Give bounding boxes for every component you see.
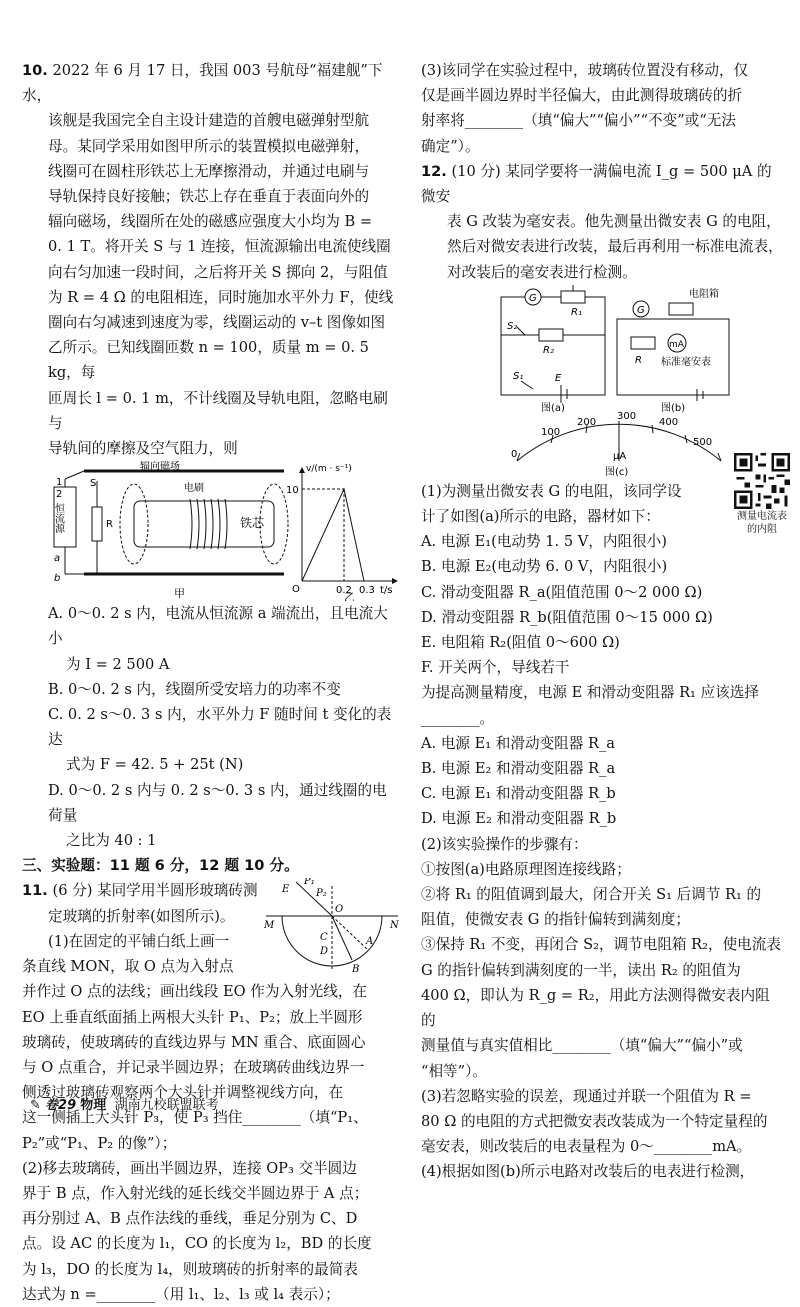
brush-label: 电刷	[184, 483, 204, 495]
q11-part3: 射率将________（填“偏大”“偏小”“不变”或“无法	[421, 112, 736, 130]
q10-line: 母。某同学采用如图甲所示的装置模拟电磁弹射，	[48, 137, 370, 155]
qr-code[interactable]	[734, 453, 790, 509]
q10-line: 圈向右匀减速到速度为零，线圈运动的 v–t 图像如图	[48, 314, 386, 332]
right-column	[421, 58, 783, 1185]
q12-line: (10 分) 某同学要将一满偏电流 I_g = 500 μA 的微安	[421, 162, 772, 206]
q10-line: 乙所示。已知线圈匝数 n = 100，质量 m = 0. 5 kg，每	[48, 339, 369, 382]
q12-item: 400 Ω，即认为 R_g = R₂，用此方法测得微安表内阻的	[421, 986, 770, 1030]
q12-item: A. 电源 E₁(电动势 1. 5 V，内阻很小)	[421, 533, 667, 551]
fig-yi-label: 乙	[344, 591, 355, 602]
q11-line: 达式为 n =________（用 l₁、l₂、l₃ 或 l₄ 表示）；	[22, 1285, 340, 1303]
q10-line: 该舰是我国完全自主设计建造的首艘电磁弹射型航	[48, 112, 370, 130]
q11-semicircle-figure	[262, 878, 402, 978]
figure-jia-circuit	[53, 461, 289, 600]
question-number: 10.	[22, 62, 48, 79]
q12-item: ②将 R₁ 的阻值调到最大，闭合开关 S₁ 后调节 R₁ 的	[421, 886, 762, 904]
q11-line: 为 l₃，DO 的长度为 l₄，则玻璃砖的折射率的最简表	[22, 1260, 358, 1278]
label-s2: S₂	[507, 320, 518, 332]
q10-option: C. 0. 2 s～0. 3 s 内，水平外力 F 随时间 t 变化的表达	[48, 706, 392, 749]
q12-item: ①按图(a)电路原理图连接线路；	[421, 860, 631, 878]
figure-c-dial	[511, 411, 721, 478]
q12-item: D. 滑动变阻器 R_b(阻值范围 0～15 000 Ω)	[421, 608, 713, 626]
label-ma: mA	[669, 339, 684, 350]
q12-item: E. 电阻箱 R₂(阻值 0～600 Ω)	[421, 634, 620, 652]
resistor-label: R	[106, 519, 113, 531]
q12-item: G 的指针偏转到满刻度的一半，读出 R₂ 的阻值为	[421, 961, 741, 979]
q12-figures	[421, 285, 783, 479]
q12-item: B. 电源 E₂ 和滑动变阻器 R_a	[421, 760, 616, 778]
question-11	[22, 878, 400, 1306]
q12-item: C. 滑动变阻器 R_a(阻值范围 0～2 000 Ω)	[421, 583, 703, 601]
label-O: O	[335, 904, 344, 916]
q11-line: EO 上垂直纸面插上两根大头针 P₁、P₂；放上半圆形	[22, 1008, 363, 1026]
q10-option: 之比为 40 : 1	[66, 832, 157, 850]
q12-item: 测量值与真实值相比________（填“偏大”“偏小”或	[421, 1037, 743, 1055]
qr-caption-line: 的内阻	[747, 524, 777, 535]
figure-a-circuit	[501, 285, 605, 403]
q12-item: D. 电源 E₂ 和滑动变阻器 R_b	[421, 810, 617, 828]
section-heading: 三、实验题：11 题 6 分，12 题 10 分。	[22, 857, 299, 875]
label-e: E	[555, 372, 562, 384]
source-label: 恒流源	[52, 503, 64, 534]
q12-item: B. 电源 E₂(电动势 6. 0 V，内阻很小)	[421, 558, 668, 576]
fig-b-label: 图(b)	[661, 402, 686, 414]
qr-caption-line: 测量电流表	[737, 511, 787, 522]
vt-xlabel: t/s	[380, 585, 393, 597]
q12-line: 对改装后的毫安表进行检测。	[447, 263, 637, 281]
q10-line: 匝周长 l = 0. 1 m，不计线圈及导轨电阻，忽略电刷与	[48, 389, 388, 432]
q11-line: 再分别过 A、B 点作法线的垂线，垂足分别为 C、D	[22, 1210, 358, 1228]
q11-line: 条直线 MON，取 O 点为入射点	[22, 958, 234, 976]
label-N: N	[390, 920, 399, 932]
vt-y10: 10	[286, 485, 299, 497]
q10-line: 辐向磁场，线圈所在处的磁感应强度大小均为 B =	[48, 213, 373, 231]
q12-line: 计了如图(a)所示的电路，器材如下：	[421, 508, 660, 526]
subject-label: 物理	[80, 1098, 107, 1113]
question-10	[22, 58, 400, 853]
q11-part3: 仅是画半圆边界时半径偏大，由此测得玻璃砖的折	[421, 87, 743, 105]
label-C: C	[320, 932, 328, 944]
fig-c-label: 图(c)	[605, 466, 629, 478]
exam-org: 湖南九校联盟联考	[114, 1098, 219, 1113]
vt-ylabel: v/(m · s⁻¹)	[306, 464, 352, 475]
label-P2: P₂	[316, 888, 327, 900]
q10-option: 为 I = 2 500 A	[66, 655, 170, 673]
label-A: A	[366, 936, 374, 948]
q11-line: 并作过 O 点的法线；画出线段 EO 作为入射光线，在	[22, 983, 368, 1001]
tick-500: 500	[693, 436, 713, 448]
tick-0: 0	[511, 448, 518, 460]
question-12	[421, 159, 783, 1185]
vt-t2: 0.3	[359, 585, 375, 597]
q12-item: F. 开关两个，导线若干	[421, 659, 570, 677]
q11-line: 与 O 点重合，并记录半圆边界；在玻璃砖曲线边界一	[22, 1058, 365, 1076]
q10-figures	[22, 461, 400, 601]
terminal-b: b	[54, 573, 61, 585]
q10-option: A. 0～0. 2 s 内，电流从恒流源 a 端流出，且电流大小	[48, 605, 388, 648]
q12-line: 表 G 改装为毫安表。他先测量出微安表 G 的电阻，	[447, 213, 781, 231]
q12-item: “相等”）。	[421, 1062, 487, 1080]
terminal-2: 2	[56, 489, 63, 501]
figure-a-labels	[507, 293, 582, 414]
page-footer	[30, 1094, 219, 1113]
label-s1: S₁	[513, 370, 524, 382]
figure-b-circuit	[617, 301, 729, 401]
figure-yi-vt-graph	[286, 464, 398, 601]
label-P1: P₁	[304, 878, 315, 888]
vt-origin: O	[292, 584, 300, 596]
terminal-a: a	[54, 553, 61, 565]
tick-400: 400	[659, 416, 679, 428]
q10-line: 线圈可在圆柱形铁芯上无摩擦滑动，并通过电刷与	[48, 162, 370, 180]
q10-line: 向右匀加速一段时间，之后将开关 S 掷向 2，与阻值	[48, 263, 388, 281]
label-standard-ma: 标准毫安表	[661, 356, 711, 368]
q11-line: 界于 B 点，作入射光线的延长线交半圆边界于 A 点；	[22, 1184, 369, 1202]
label-g-b: G	[637, 304, 645, 316]
q10-line: 为 R = 4 Ω 的电阻相连，同时施加水平外力 F，使线	[48, 288, 394, 306]
q10-option: 式为 F = 42. 5 + 25t (N)	[66, 756, 244, 774]
q12-item: A. 电源 E₁ 和滑动变阻器 R_a	[421, 734, 615, 752]
q10-option: B. 0～0. 2 s 内，线圈所受安培力的功率不变	[48, 680, 341, 698]
q11-head: (6 分) 某同学用半圆形玻璃砖测	[52, 882, 258, 900]
label-resistance-box: 电阻箱	[689, 288, 719, 300]
fig-a-label: 图(a)	[541, 402, 565, 414]
q12-item: (2)该实验操作的步骤有：	[421, 835, 588, 853]
q11-part3: 确定”）。	[421, 137, 480, 155]
vt-curve	[302, 489, 364, 581]
q11-line: P₂”或“P₁、P₂ 的像”）；	[22, 1134, 177, 1152]
fig-jia-label: 甲	[174, 587, 185, 601]
q10-line: 2022 年 6 月 17 日，我国 003 号航母“福建舰”下水，	[22, 62, 383, 105]
q12-item: ________。	[421, 709, 494, 727]
left-column	[22, 58, 400, 1307]
dial-unit: μA	[613, 450, 627, 462]
tick-300: 300	[617, 410, 637, 422]
q12-item: ③保持 R₁ 不变，再闭合 S₂，调节电阻箱 R₂，使电流表	[421, 936, 781, 954]
q10-option: D. 0～0. 2 s 内与 0. 2 s～0. 3 s 内，通过线圈的电荷量	[48, 781, 387, 824]
q12-line: (1)为测量出微安表 G 的电阻，该同学设	[421, 482, 682, 500]
qr-caption	[726, 510, 798, 536]
q11-line: 侧透过玻璃砖观察两个大头针并调整视线方向，在	[22, 1084, 344, 1102]
q12-item: 80 Ω 的电阻的方式把微安表改装成为一个特定量程的	[421, 1112, 768, 1130]
pen-icon: ✎	[30, 1098, 41, 1113]
q11-line: 定玻璃的折射率(如图所示)。	[48, 907, 235, 925]
question-number: 11.	[22, 882, 48, 900]
q12-item: (4)根据如图(b)所示电路对改装后的电表进行检测，	[421, 1163, 755, 1181]
coil	[190, 499, 227, 549]
q12-line: 然后对微安表进行改装，最后再利用一标准电流表，	[447, 238, 783, 256]
label-r2: R₂	[543, 344, 554, 356]
q12-item: C. 电源 E₁ 和滑动变阻器 R_b	[421, 785, 616, 803]
label-D: D	[320, 946, 329, 958]
q11-line: 玻璃砖，使玻璃砖的直线边界与 MN 重合、底面圆心	[22, 1033, 366, 1051]
label-M: M	[264, 920, 275, 932]
q12-item: 阻值，使微安表 G 的指针偏转到满刻度；	[421, 911, 691, 929]
q12-item: (3)若忽略实验的误差，现通过并联一个阻值为 R =	[421, 1087, 752, 1105]
q11-part3: (3)该同学在实验过程中，玻璃砖位置没有移动，仅	[421, 62, 749, 79]
tick-100: 100	[541, 426, 561, 438]
switch-label: S	[90, 478, 97, 490]
q10-line: 导轨间的摩擦及空气阻力，则	[48, 440, 238, 458]
q11-line: 这一侧插上大头针 P₃，使 P₃ 挡住________（填“P₁、	[22, 1109, 368, 1127]
q10-line: 0. 1 T。将开关 S 与 1 连接，恒流源输出电流使线圈	[48, 238, 391, 256]
label-r1: R₁	[571, 306, 582, 318]
volume-badge: 卷29	[45, 1098, 77, 1113]
core-label: 铁芯	[240, 516, 265, 531]
radial-field-label: 辐向磁场	[140, 461, 180, 473]
label-E: E	[282, 884, 290, 896]
label-r: R	[635, 354, 642, 366]
resistor-r	[92, 507, 102, 541]
vt-t1: 0.2	[336, 585, 352, 597]
q12-item: 毫安表，则改装后的电表量程为 0～________mA。	[421, 1138, 752, 1156]
label-B: B	[352, 964, 360, 976]
label-g-a: G	[529, 292, 537, 304]
question-number: 12.	[421, 162, 447, 180]
q11-line: (2)移去玻璃砖，画出半圆边界，连接 OP₃ 交半圆边	[22, 1159, 357, 1177]
terminal-1: 1	[56, 477, 63, 489]
tick-200: 200	[577, 416, 597, 428]
q10-line: 导轨保持良好接触；铁芯上存在垂直于表面向外的	[48, 188, 370, 206]
q11-line: (1)在固定的平铺白纸上画一	[48, 932, 230, 950]
q12-item: 为提高测量精度，电源 E 和滑动变阻器 R₁ 应该选择	[421, 684, 759, 702]
q11-line: 点。设 AC 的长度为 l₁，CO 的长度为 l₂，BD 的长度	[22, 1235, 372, 1253]
